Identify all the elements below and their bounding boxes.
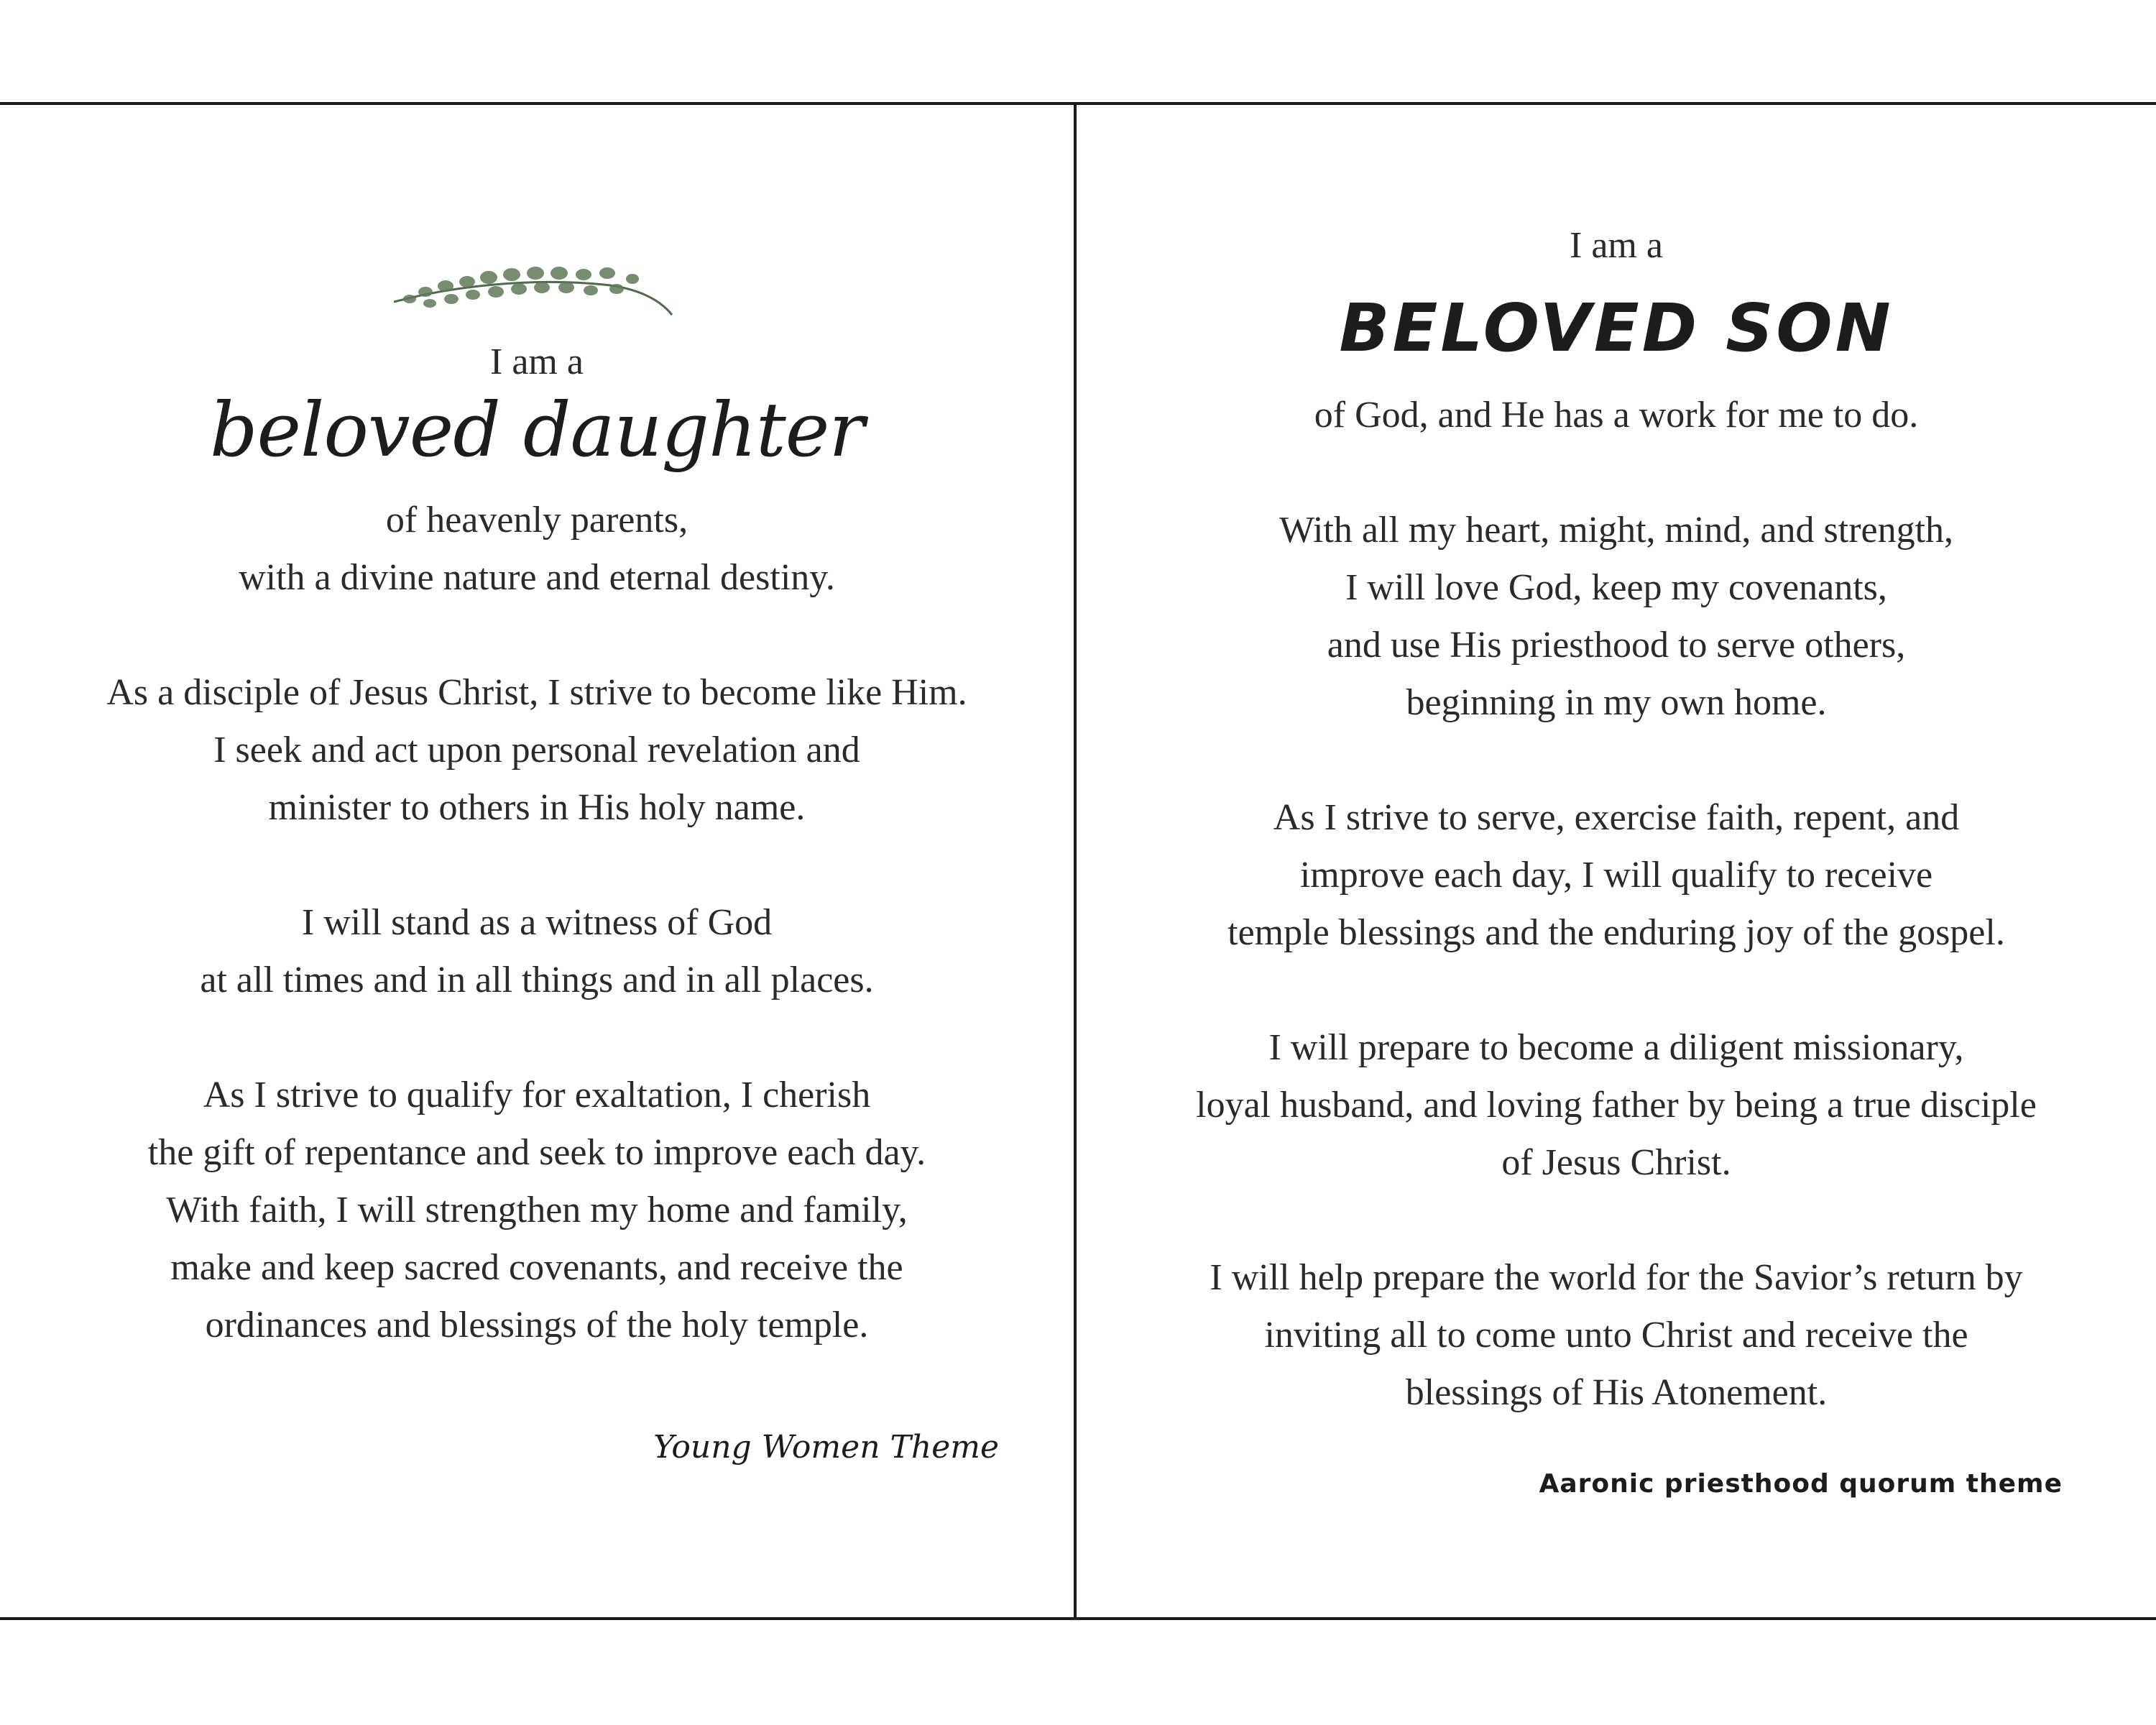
eucalyptus-sprig-icon [388, 257, 676, 322]
left-stanza [0, 1067, 1074, 1354]
text-line: the gift of repentance and seek to improve each day. [147, 1132, 926, 1173]
text-line: I will stand as a witness of God [301, 902, 773, 943]
right-intro: I am a [1570, 225, 1663, 266]
text-line: As a disciple of Jesus Christ, I strive to become like Him. [106, 672, 967, 713]
text-line: As I strive to qualify for exaltation, I cherish [203, 1075, 871, 1116]
text-line: With faith, I will strengthen my home and family, [166, 1190, 908, 1230]
left-stanza [0, 894, 1074, 1009]
text-line: I will help prepare the world for the Savior’s return by [1210, 1257, 2023, 1298]
right-body [1077, 387, 2156, 1422]
left-stanza [0, 492, 1074, 607]
right-title: BELOVED SON [1339, 290, 1894, 367]
text-line: temple blessings and the enduring joy of the gospel. [1227, 912, 2005, 953]
text-line: beginning in my own home. [1406, 682, 1827, 723]
right-stanza [1077, 502, 2156, 732]
aaronic-priesthood-theme-panel [1077, 105, 2156, 1617]
bottom-border [0, 1617, 2156, 1620]
left-body [0, 492, 1074, 1354]
text-line: of Jesus Christ. [1501, 1142, 1731, 1183]
text-line: of heavenly parents, [385, 500, 688, 540]
text-line: loyal husband, and loving father by being a true disciple [1196, 1085, 2037, 1126]
right-signature: Aaronic priesthood quorum theme [1539, 1469, 2063, 1499]
text-line: improve each day, I will qualify to receive [1299, 855, 1933, 896]
text-line: As I strive to serve, exercise faith, repent, and [1273, 797, 1960, 838]
text-line: with a divine nature and eternal destiny. [239, 557, 835, 598]
text-line: I will love God, keep my covenants, [1345, 567, 1887, 608]
young-women-theme-panel [0, 105, 1074, 1617]
left-stanza [0, 664, 1074, 837]
text-line: of God, and He has a work for me to do. [1314, 395, 1919, 436]
text-line: make and keep sacred covenants, and receive the [170, 1247, 903, 1288]
right-stanza [1077, 1249, 2156, 1422]
text-line: at all times and in all things and in all places. [200, 960, 874, 1000]
text-line: minister to others in His holy name. [268, 787, 806, 828]
text-line: I will prepare to become a diligent missionary, [1268, 1027, 1964, 1068]
right-stanza [1077, 387, 2156, 444]
text-line: and use His priesthood to serve others, [1327, 625, 1906, 666]
left-signature: Young Women Theme [653, 1429, 999, 1466]
right-stanza [1077, 1019, 2156, 1192]
text-line: I seek and act upon personal revelation and [213, 730, 860, 770]
right-stanza [1077, 789, 2156, 962]
left-title: beloved daughter [209, 386, 865, 474]
left-intro: I am a [490, 341, 584, 382]
text-line: ordinances and blessings of the holy temple. [205, 1305, 869, 1346]
text-line: inviting all to come unto Christ and receive the [1264, 1315, 1968, 1356]
text-line: With all my heart, might, mind, and strength, [1279, 510, 1954, 551]
text-line: blessings of His Atonement. [1405, 1372, 1828, 1413]
